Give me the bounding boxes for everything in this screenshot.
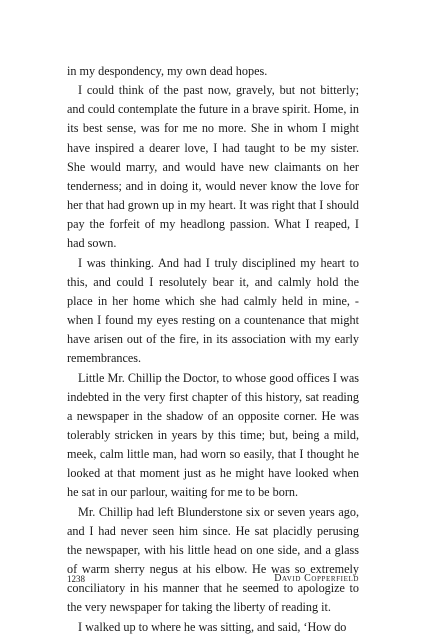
running-title: David Copperfield — [274, 573, 359, 584]
paragraph: I was thinking. And had I truly disciplined my heart to this, and could I resolutely bear it, and calmly hold the place in her home which she had calmly held in mine, - when I found my eyes resting on a countenance that might have arisen out of the fire, in its association with my early remembrances. — [67, 255, 359, 366]
page-body — [67, 62, 359, 637]
paragraph: Little Mr. Chillip the Doctor, to whose good offices I was indebted in the very first chapter of this history, sat reading a newspaper in the shadow of an opposite corner. He was tolerably stricken in years by this time; but, being a mild, meek, calm little man, had worn so easily, that I thought he looked at that moment just as he might have looked when he sat in our parlour, waiting for me to be born. — [67, 370, 359, 500]
paragraph: I walked up to where he was sitting, and said, ‘How do — [78, 619, 347, 634]
paragraph: Mr. Chillip had left Blunderstone six or seven years ago, and I had never seen him since. He sat placidly perusing the newspaper, with his little head on one side, and a glass of warm sherry negus at his elbow. He was so extremely conciliatory in his manner that he seemed to apologize to the very newspaper for taking the liberty of reading it. — [67, 504, 359, 615]
page-number: 1238 — [67, 574, 85, 584]
paragraph-continued: in my despondency, my own dead hopes. — [67, 64, 268, 78]
paragraph: I could think of the past now, gravely, but not bitterly; and could contemplate the future in a brave spirit. Home, in its best sense, was for me no more. She in whom I might have inspired a dearer love, I had taught to be my sister. She would marry, and would have new claimants on her tenderness; and in doing it, would never know the love for her that had grown up in my heart. It was right that I should pay the forfeit of my headlong passion. What I reaped, I had sown. — [67, 83, 359, 251]
